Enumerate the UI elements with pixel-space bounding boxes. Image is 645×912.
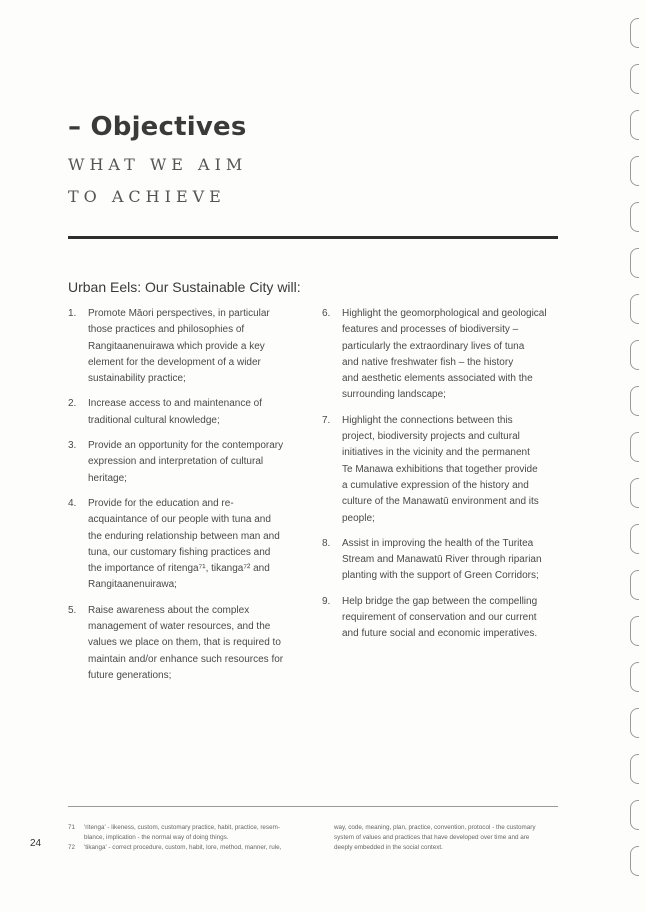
- footnote-text: 'tikanga' - correct procedure, custom, habit, lore, method, manner, rule,: [84, 844, 282, 851]
- page-number: 24: [30, 838, 42, 849]
- objective-number: 6.: [322, 308, 331, 319]
- binder-ring: [630, 202, 639, 232]
- binder-ring: [630, 110, 639, 140]
- binder-ring: [630, 432, 639, 462]
- objective-text: Increase access to and maintenance of traditional cultural knowledge;: [88, 398, 262, 426]
- binder-ring: [630, 616, 639, 646]
- binder-ring: [630, 846, 639, 876]
- footnote: [68, 843, 313, 853]
- objective-text: Help bridge the gap between the compelling requirement of conservation and our current and future social and economic imperatives.: [342, 595, 538, 640]
- heading-divider: [68, 236, 558, 239]
- footnote-divider: [68, 806, 558, 807]
- binder-ring: [630, 340, 639, 370]
- objective-text: Highlight the connections between this project, biodiversity projects and cultural initiatives in the vicinity and the permanent Te Manawa exhibitions that together provide a cumulative expression of the history and culture of the Manawatū environment and its people;: [342, 414, 539, 524]
- objective-number: 3.: [68, 440, 77, 452]
- objectives-left-column: [68, 306, 300, 693]
- subtitle-line-2: TO ACHIEVE: [68, 187, 226, 206]
- objective-number: 1.: [68, 308, 77, 319]
- objective-text: Raise awareness about the complex management of water resources, and the values we place on them, that is required to maintain and/or enhance such resources for future generations;: [88, 604, 284, 681]
- objective-text: Provide for the education and re- acquaintance of our people with tuna and the enduring relationship between man and tuna, our customary fishing practices and the importance of ritenga⁷¹, tikanga⁷² and Rangitaanenuirawa;: [88, 497, 280, 591]
- footnote: [68, 823, 313, 843]
- objective-item: [322, 306, 566, 404]
- binder-ring: [630, 156, 639, 186]
- binder-ring: [630, 64, 639, 94]
- binder-ring: [630, 294, 639, 324]
- objective-item: [68, 438, 300, 487]
- footnote-text: way, code, meaning, plan, practice, convention, protocol - the customary system of values and practices that have developed over time and are deeply embedded in the social context.: [334, 824, 536, 851]
- footnote-text: 'ritenga' - likeness, custom, customary practice, habit, practice, resem- blance, implication - the normal way of doing things.: [84, 824, 280, 841]
- objective-number: 7.: [322, 414, 331, 426]
- binder-ring: [630, 478, 639, 508]
- intro-text: Urban Eels: Our Sustainable City will:: [68, 279, 301, 295]
- binder-ring: [630, 18, 639, 48]
- binder-ring: [630, 248, 639, 278]
- objective-number: 5.: [68, 604, 77, 616]
- binder-ring: [630, 708, 639, 738]
- objective-item: [322, 594, 566, 643]
- objective-item: [68, 603, 300, 684]
- objective-item: [68, 396, 300, 429]
- objective-text: Assist in improving the health of the Turitea Stream and Manawatū River through riparian planting with the support of Green Corridors;: [342, 537, 542, 582]
- objectives-right-column: [322, 306, 566, 652]
- binder-rings: [621, 18, 641, 898]
- objective-text: Highlight the geomorphological and geological features and processes of biodiversity – particularly the extraordinary lives of tuna and native freshwater fish – the history and aesthetic elements associated with the surrounding landscape;: [342, 308, 547, 401]
- subtitle-line-1: WHAT WE AIM: [68, 155, 248, 174]
- footnote-number: 71: [68, 824, 76, 831]
- objective-number: 2.: [68, 398, 77, 410]
- objective-item: [68, 496, 300, 594]
- objective-text: Promote Māori perspectives, in particular those practices and philosophies of Rangitaanenuirawa which provide a key element for the development of a wider sustainability practice;: [88, 308, 270, 385]
- binder-ring: [630, 800, 639, 830]
- footnotes-left: [68, 823, 313, 853]
- objective-text: Provide an opportunity for the contemporary expression and interpretation of cultural heritage;: [88, 440, 284, 484]
- page-title: – Objectives: [68, 112, 247, 142]
- objective-item: [322, 413, 566, 527]
- binder-ring: [630, 662, 639, 692]
- footnote-number: 72: [68, 844, 76, 851]
- binder-ring: [630, 524, 639, 554]
- binder-ring: [630, 754, 639, 784]
- objective-number: 4.: [68, 497, 77, 509]
- objective-item: [68, 306, 300, 387]
- footnote-continuation: [334, 823, 566, 853]
- objective-number: 9.: [322, 595, 331, 607]
- binder-ring: [630, 570, 639, 600]
- binder-ring: [630, 386, 639, 416]
- footnotes-right: [334, 823, 566, 853]
- objective-number: 8.: [322, 537, 331, 549]
- objective-item: [322, 536, 566, 585]
